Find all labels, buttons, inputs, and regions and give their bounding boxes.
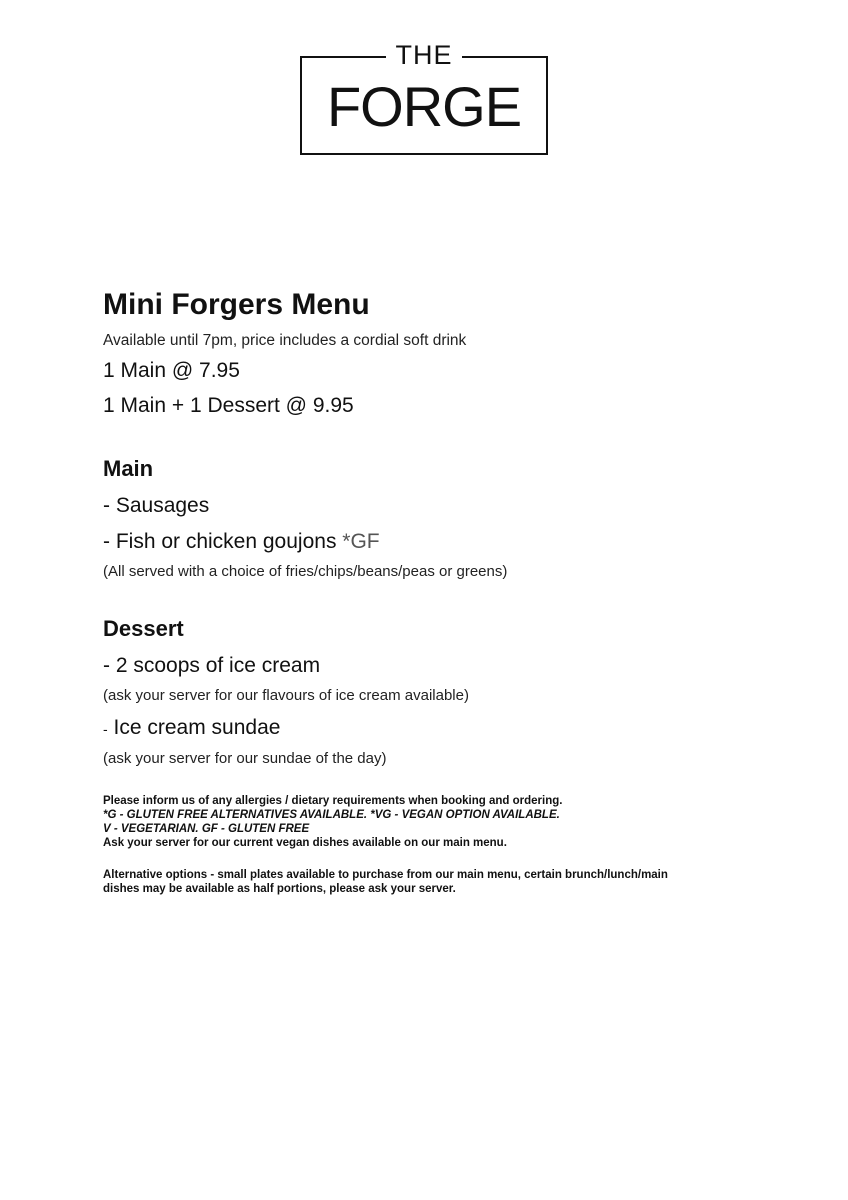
dessert-item-sundae-label: Ice cream sundae — [113, 716, 281, 739]
menu-content — [103, 286, 783, 896]
alternative-options-line-1: Alternative options - small plates available to purchase from our main menu, certain brunch/lunch/main — [103, 869, 668, 881]
menu-title: Mini Forgers Menu — [103, 288, 370, 321]
price-main-dessert: 1 Main + 1 Dessert @ 9.95 — [103, 394, 354, 417]
dietary-key-2: V - VEGETARIAN. GF - GLUTEN FREE — [103, 823, 310, 835]
main-item-sausages — [103, 493, 783, 519]
dietary-key-1: *G - GLUTEN FREE ALTERNATIVES AVAILABLE. *VG - VEGAN OPTION AVAILABLE. — [103, 809, 560, 821]
logo-forge-text: FORGE — [326, 75, 522, 138]
gluten-free-tag: *GF — [342, 530, 380, 553]
dessert-section — [103, 615, 783, 768]
menu-subtitle: Available until 7pm, price includes a cordial soft drink — [103, 332, 467, 349]
sundae-dash: - — [103, 721, 108, 737]
sundae-note: (ask your server for our sundae of the day) — [103, 750, 387, 767]
main-sides-note: (All served with a choice of fries/chips/beans/peas or greens) — [103, 563, 508, 580]
allergy-notice: Please inform us of any allergies / dietary requirements when booking and ordering. — [103, 795, 563, 807]
dessert-item-sundae — [103, 715, 783, 742]
main-item-goujons — [103, 529, 783, 555]
ice-cream-note: (ask your server for our flavours of ice cream available) — [103, 687, 469, 704]
vegan-notice: Ask your server for our current vegan dishes available on our main menu. — [103, 837, 507, 849]
price-main: 1 Main @ 7.95 — [103, 359, 240, 382]
dessert-item-ice-cream-label: - 2 scoops of ice cream — [103, 654, 321, 677]
main-item-goujons-label: - Fish or chicken goujons — [103, 530, 337, 553]
main-heading: Main — [103, 456, 154, 481]
logo-the-text: THE — [395, 40, 453, 70]
alternative-options — [103, 868, 783, 896]
dessert-item-ice-cream — [103, 653, 783, 679]
main-section — [103, 455, 783, 581]
dessert-heading: Dessert — [103, 616, 184, 641]
main-item-sausages-label: - Sausages — [103, 494, 210, 517]
forge-logo — [300, 40, 548, 155]
fine-print — [103, 794, 783, 896]
alternative-options-line-2: dishes may be available as half portions, please ask your server. — [103, 883, 456, 895]
